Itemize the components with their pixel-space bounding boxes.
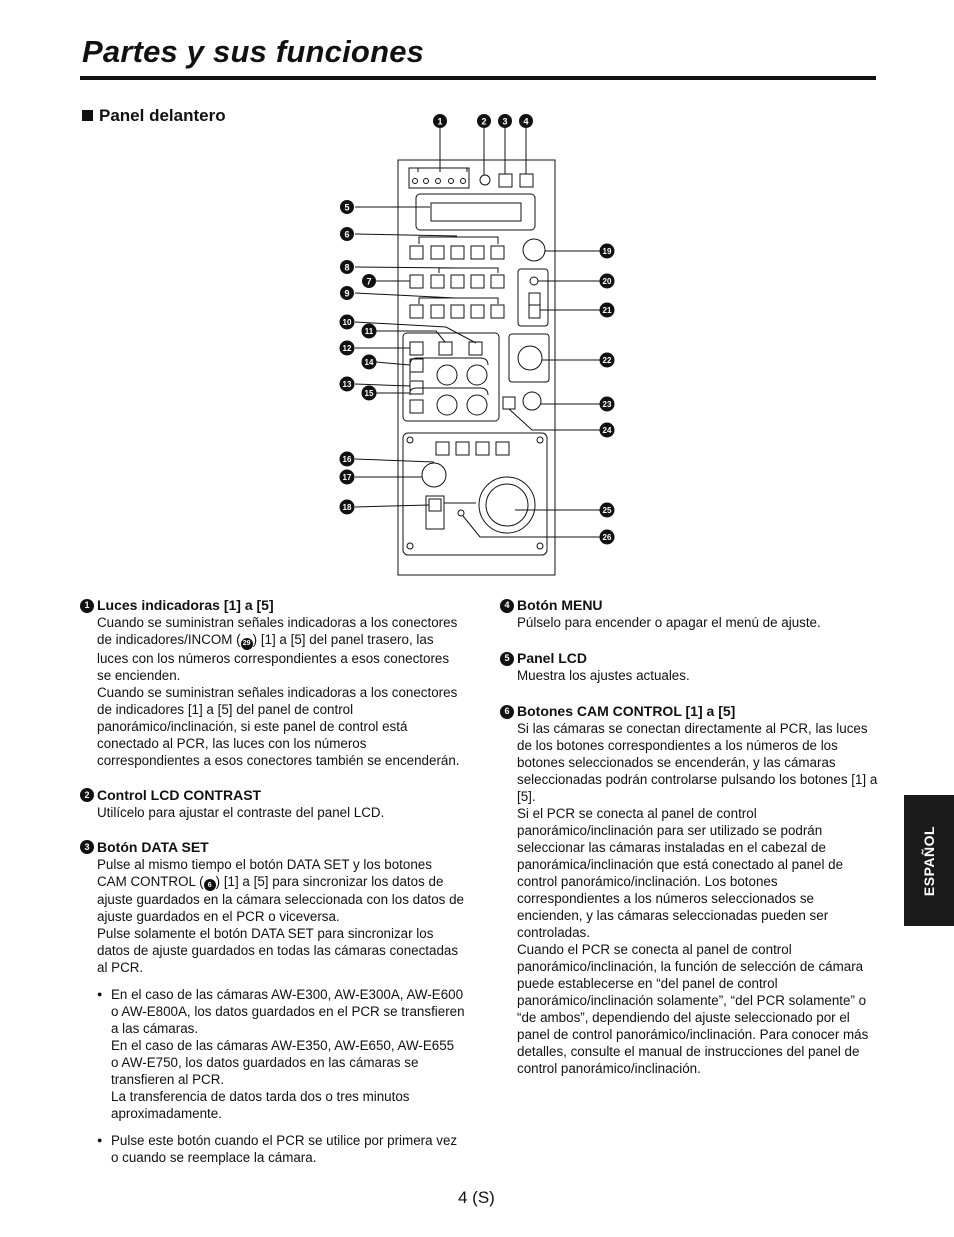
indicator-light-1 [413, 179, 418, 184]
callout-5 [340, 200, 354, 214]
section-heading [82, 106, 226, 126]
callout-22 [600, 353, 615, 368]
callout-15 [362, 386, 377, 401]
ref-badge: 29 [241, 638, 253, 650]
item-3-notes [80, 986, 465, 1166]
svg-text:6: 6 [344, 229, 350, 240]
callout-8 [340, 260, 354, 274]
svg-text:18: 18 [342, 503, 352, 512]
callout-25 [600, 503, 615, 518]
item-number-badge: 1 [80, 599, 94, 613]
item-3 [80, 839, 465, 1167]
svg-text:7: 7 [366, 276, 372, 287]
callout-9 [340, 286, 354, 300]
callout-24 [600, 423, 615, 438]
svg-text:26: 26 [602, 533, 612, 542]
item-6-paragraph-2: Si el PCR se conecta al panel de control panorámico/inclinación para ser utilizado se podrán seleccionar las cámaras instaladas en el cabezal de panorámica/inclinación que está conectado al panel de control panorámico/inclinación. Los botones correspondientes a los números seleccionados se encienden, y las cámaras seleccionadas pueden ser controladas. [517, 806, 844, 940]
page-title: Partes y sus funciones [82, 34, 425, 69]
svg-text:16: 16 [342, 455, 352, 464]
svg-text:8: 8 [344, 262, 350, 273]
callout-23 [600, 397, 615, 412]
svg-text:5: 5 [344, 202, 350, 213]
svg-text:21: 21 [602, 306, 612, 315]
title-rule [80, 76, 876, 80]
item-1-heading: 1 Luces indicadoras [1] a [5] [80, 597, 465, 614]
item-2 [80, 787, 465, 821]
lcd-screen [431, 203, 521, 221]
item-6-paragraph-3: Cuando el PCR se conecta al panel de control panorámico/inclinación, la función de selección de cámara puede establecerse en “del panel de control panorámico/inclinación solamente”, “del PCR solamente” o “de ambos”, dependiendo del ajuste seleccionado por el panel de control panorámico/inclinación. Para conocer más detalles, consulte el manual de instrucciones del panel de control panorámico/inclinación. [517, 942, 869, 1076]
callout-18 [340, 500, 355, 515]
right-column [500, 597, 880, 1089]
callout-10 [340, 315, 355, 330]
item-3-heading: 3 Botón DATA SET [80, 839, 465, 856]
svg-text:25: 25 [602, 506, 612, 515]
item-4-heading: 4 Botón MENU [500, 597, 880, 614]
menu-button [520, 174, 533, 187]
callout-12 [340, 341, 355, 356]
svg-text:10: 10 [342, 318, 352, 327]
callout-13 [340, 377, 355, 392]
svg-text:11: 11 [364, 327, 374, 336]
item-1-paragraph-1: Cuando se suministran señales indicadoras a los conectores de indicadores/INCOM ( 29 ) [1] a [5] del panel trasero, las luces con los números correspondientes a esos conectores se encienden. [97, 615, 458, 683]
knob-19 [523, 239, 545, 261]
callout-2 [477, 114, 491, 128]
item-6 [500, 703, 880, 1077]
callout-6 [340, 227, 354, 241]
ref-badge: 6 [204, 879, 216, 891]
callout-26 [600, 530, 615, 545]
item-3-paragraph-1: Pulse al mismo tiempo el botón DATA SET y los botones CAM CONTROL ( 6 ) [1] a [5] para sincronizar los datos de ajuste guardados en la cámara seleccionada con los datos de ajuste guardados en el PCR o viceversa. [97, 856, 464, 924]
svg-text:23: 23 [602, 400, 612, 409]
item-2-heading: 2 Control LCD CONTRAST [80, 787, 465, 804]
svg-text:13: 13 [342, 380, 352, 389]
page-number: 4 (S) [458, 1188, 495, 1207]
item-4-paragraph-1: Púlselo para encender o apagar el menú de ajuste. [517, 615, 821, 630]
item-3-paragraph-2: Pulse solamente el botón DATA SET para sincronizar los datos de ajuste guardados en todas las cámaras conectadas al PCR. [97, 926, 459, 975]
square-bullet-icon [82, 110, 93, 121]
item-6-paragraph-1: Si las cámaras se conectan directamente al PCR, las luces de los botones correspondientes a los números de los botones seleccionados se encenderán, y las cámaras seleccionadas podrán controlarse pulsando los botones [1] a [5]. [517, 721, 878, 804]
callout-21 [600, 303, 615, 318]
callout-20 [600, 274, 615, 289]
item-2-paragraph-1: Utilícelo para ajustar el contraste del panel LCD. [97, 804, 385, 820]
item-1-paragraph-2: Cuando se suministran señales indicadoras a los conectores de indicadores [1] a [5] del panel de control panorámico/inclinación, si este panel de control está conectado al PCR, las luces con los números correspondientes a esos conectores también se encenderán. [97, 684, 460, 768]
svg-text:24: 24 [602, 426, 612, 435]
svg-text:22: 22 [602, 356, 612, 365]
indicator-light-3 [436, 179, 441, 184]
front-panel-diagram [320, 108, 630, 578]
callout-17 [340, 470, 355, 485]
section-title: Panel delantero [99, 106, 226, 125]
svg-text:2: 2 [481, 116, 487, 127]
svg-text:4: 4 [523, 116, 529, 127]
svg-text:17: 17 [342, 473, 352, 482]
callout-7 [362, 274, 376, 288]
indicator-light-4 [449, 179, 454, 184]
lcd-contrast-knob [480, 175, 490, 185]
svg-text:19: 19 [602, 247, 612, 256]
svg-text:15: 15 [364, 389, 374, 398]
data-set-button [499, 174, 512, 187]
callout-11 [362, 324, 377, 339]
callout-4 [519, 114, 533, 128]
note-bullet: ● Pulse este botón cuando el PCR se utilice por primera vez o cuando se reemplace la cámara. [97, 1132, 465, 1166]
panel-outline [398, 160, 555, 575]
svg-text:1: 1 [437, 116, 443, 127]
svg-text:9: 9 [344, 288, 350, 299]
indicator-light-2 [424, 179, 429, 184]
item-6-heading: 6 Botones CAM CONTROL [1] a [5] [500, 703, 880, 720]
svg-text:12: 12 [342, 344, 352, 353]
svg-text:14: 14 [364, 358, 374, 367]
callout-14 [362, 355, 377, 370]
item-5-paragraph-1: Muestra los ajustes actuales. [517, 668, 690, 683]
item-5-heading: 5 Panel LCD [500, 650, 880, 667]
language-tab: ESPAÑOL [904, 795, 954, 926]
callout-16 [340, 452, 355, 467]
callout-1 [433, 114, 447, 128]
callout-3 [498, 114, 512, 128]
lcd-panel-frame [416, 194, 535, 230]
indicator-light-5 [461, 179, 466, 184]
note-bullet: ● En el caso de las cámaras AW-E300, AW-E300A, AW-E600 o AW-E800A, los datos guardados en el PCR se transfieren a las cámaras. En el caso de las cámaras AW-E350, AW-E650, AW-E655 o AW-E750, los datos guardados en las cámaras se transfieren al PCR. La transferencia de datos tarda dos o tres minutos aproximadamente. [97, 986, 465, 1122]
left-column [80, 597, 465, 1178]
svg-text:3: 3 [502, 116, 508, 127]
callout-19 [600, 244, 615, 259]
item-1 [80, 597, 465, 769]
svg-text:20: 20 [602, 277, 612, 286]
item-4 [500, 597, 880, 631]
item-5 [500, 650, 880, 684]
